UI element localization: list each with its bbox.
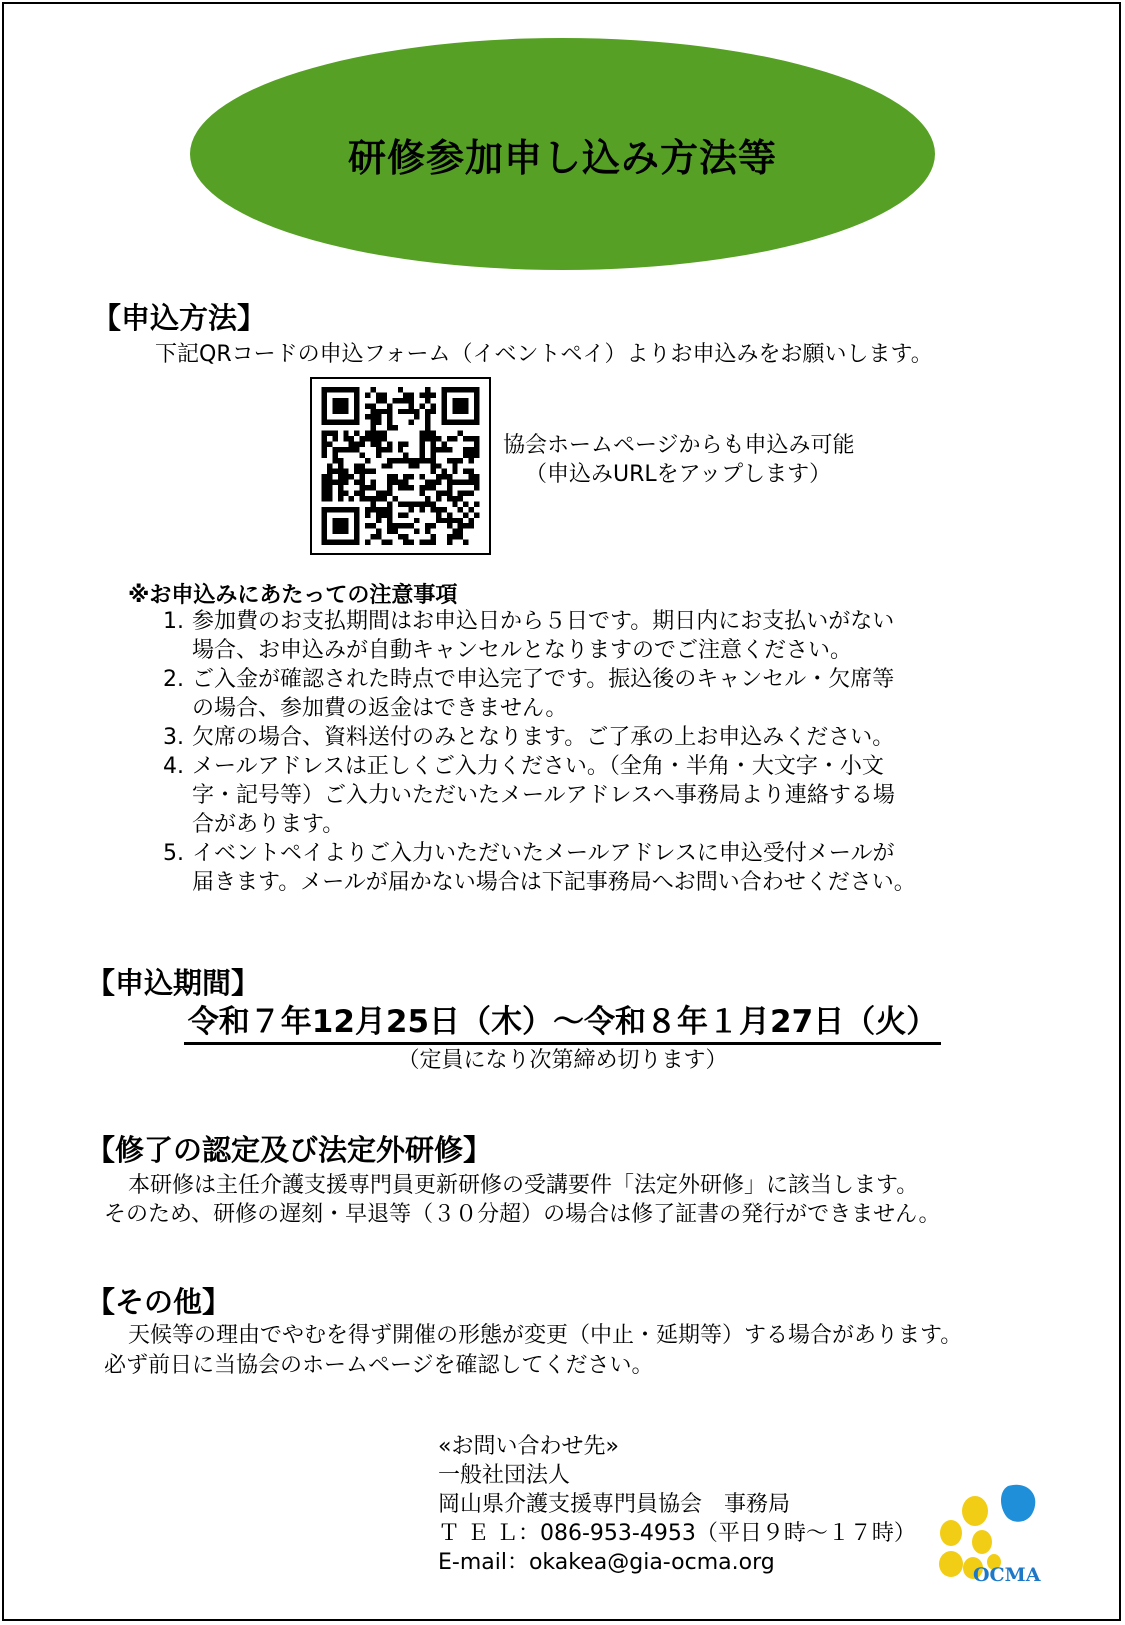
completion-line2: そのため、研修の遅刻・早退等（３０分超）の場合は修了証書の発行ができません。 (104, 1202, 941, 1227)
period-dates-row (0, 996, 1125, 1041)
apply-method-intro: 下記QRコードの申込フォーム（イベントペイ）よりお申込みをお願いします。 (155, 342, 933, 367)
qr-note-line1: 協会ホームページからも申込み可能 (503, 433, 855, 458)
page-title: 研修参加申し込み方法等 (347, 135, 777, 180)
note-item-body (192, 607, 894, 665)
note-item-line: 参加費のお支払期間はお申込日から５日です。期日内にお支払いがない (192, 609, 895, 634)
other-heading: 【その他】 (86, 1285, 232, 1319)
note-item-body (192, 665, 894, 723)
note-item-line: の場合、参加費の返金はできません。 (192, 696, 568, 721)
completion-heading: 【修了の認定及び法定外研修】 (86, 1133, 493, 1167)
contact-label: «お問い合わせ先» (438, 1434, 619, 1459)
other-line2: 必ず前日に当協会のホームページを確認してください。 (104, 1353, 654, 1378)
note-item-body (192, 723, 894, 752)
contact-tel: Ｔ Ｅ Ｌ：086-953-4953（平日９時～１７時） (438, 1521, 916, 1546)
apply-method-heading: 【申込方法】 (92, 301, 267, 335)
note-item (148, 607, 916, 665)
completion-line1: 本研修は主任介護支援専門員更新研修の受講要件「法定外研修」に該当します。 (128, 1173, 919, 1198)
note-item-line: イベントペイよりご入力いただいたメールアドレスに申込受付メールが (192, 841, 895, 866)
note-item (148, 839, 916, 897)
note-item (148, 752, 916, 839)
note-item-line: メールアドレスは正しくご入力ください。（全角・半角・大文字・小文 (192, 754, 884, 779)
qr-note-line2: （申込みURLをアップします） (525, 462, 832, 487)
note-item-number: 2. (163, 667, 184, 692)
note-item (148, 723, 916, 752)
note-item-line: ご入金が確認された時点で申込完了です。振込後のキャンセル・欠席等 (192, 667, 895, 692)
contact-email: E-mail：okakea@gia-ocma.org (438, 1550, 775, 1575)
note-item-body (192, 839, 916, 897)
paw-logo-icon (926, 1480, 1086, 1590)
qr-code-icon (310, 377, 491, 555)
notes-heading: ※お申込みにあたっての注意事項 (128, 583, 458, 608)
note-item-line: 合があります。 (192, 812, 345, 837)
other-line1: 天候等の理由でやむを得ず開催の形態が変更（中止・延期等）する場合があります。 (128, 1323, 963, 1348)
note-item-line: 字・記号等）ご入力いただいたメールアドレスへ事務局より連絡する場 (192, 783, 895, 808)
note-item (148, 665, 916, 723)
contact-org1: 一般社団法人 (438, 1463, 571, 1488)
note-item-number: 4. (163, 754, 184, 779)
note-item-line: 届きます。メールが届かない場合は下記事務局へお問い合わせください。 (192, 870, 916, 895)
contact-org2: 岡山県介護支援専門員協会 事務局 (438, 1492, 791, 1517)
note-item-line: 欠席の場合、資料送付のみとなります。ご了承の上お申込みください。 (192, 725, 895, 750)
note-item-number: 1. (163, 609, 184, 634)
period-heading: 【申込期間】 (86, 966, 261, 1000)
note-item-line: 場合、お申込みが自動キャンセルとなりますのでご注意ください。 (192, 638, 853, 663)
note-item-body (192, 752, 895, 839)
logo-text: OCMA (973, 1564, 1041, 1586)
period-dates: 令和７年12月25日（木）～令和８年１月27日（火） (184, 1004, 941, 1045)
note-item-number: 3. (163, 725, 184, 750)
note-item-number: 5. (163, 841, 184, 866)
period-note: （定員になり次第締め切ります） (397, 1048, 728, 1073)
notes-list (148, 607, 916, 897)
